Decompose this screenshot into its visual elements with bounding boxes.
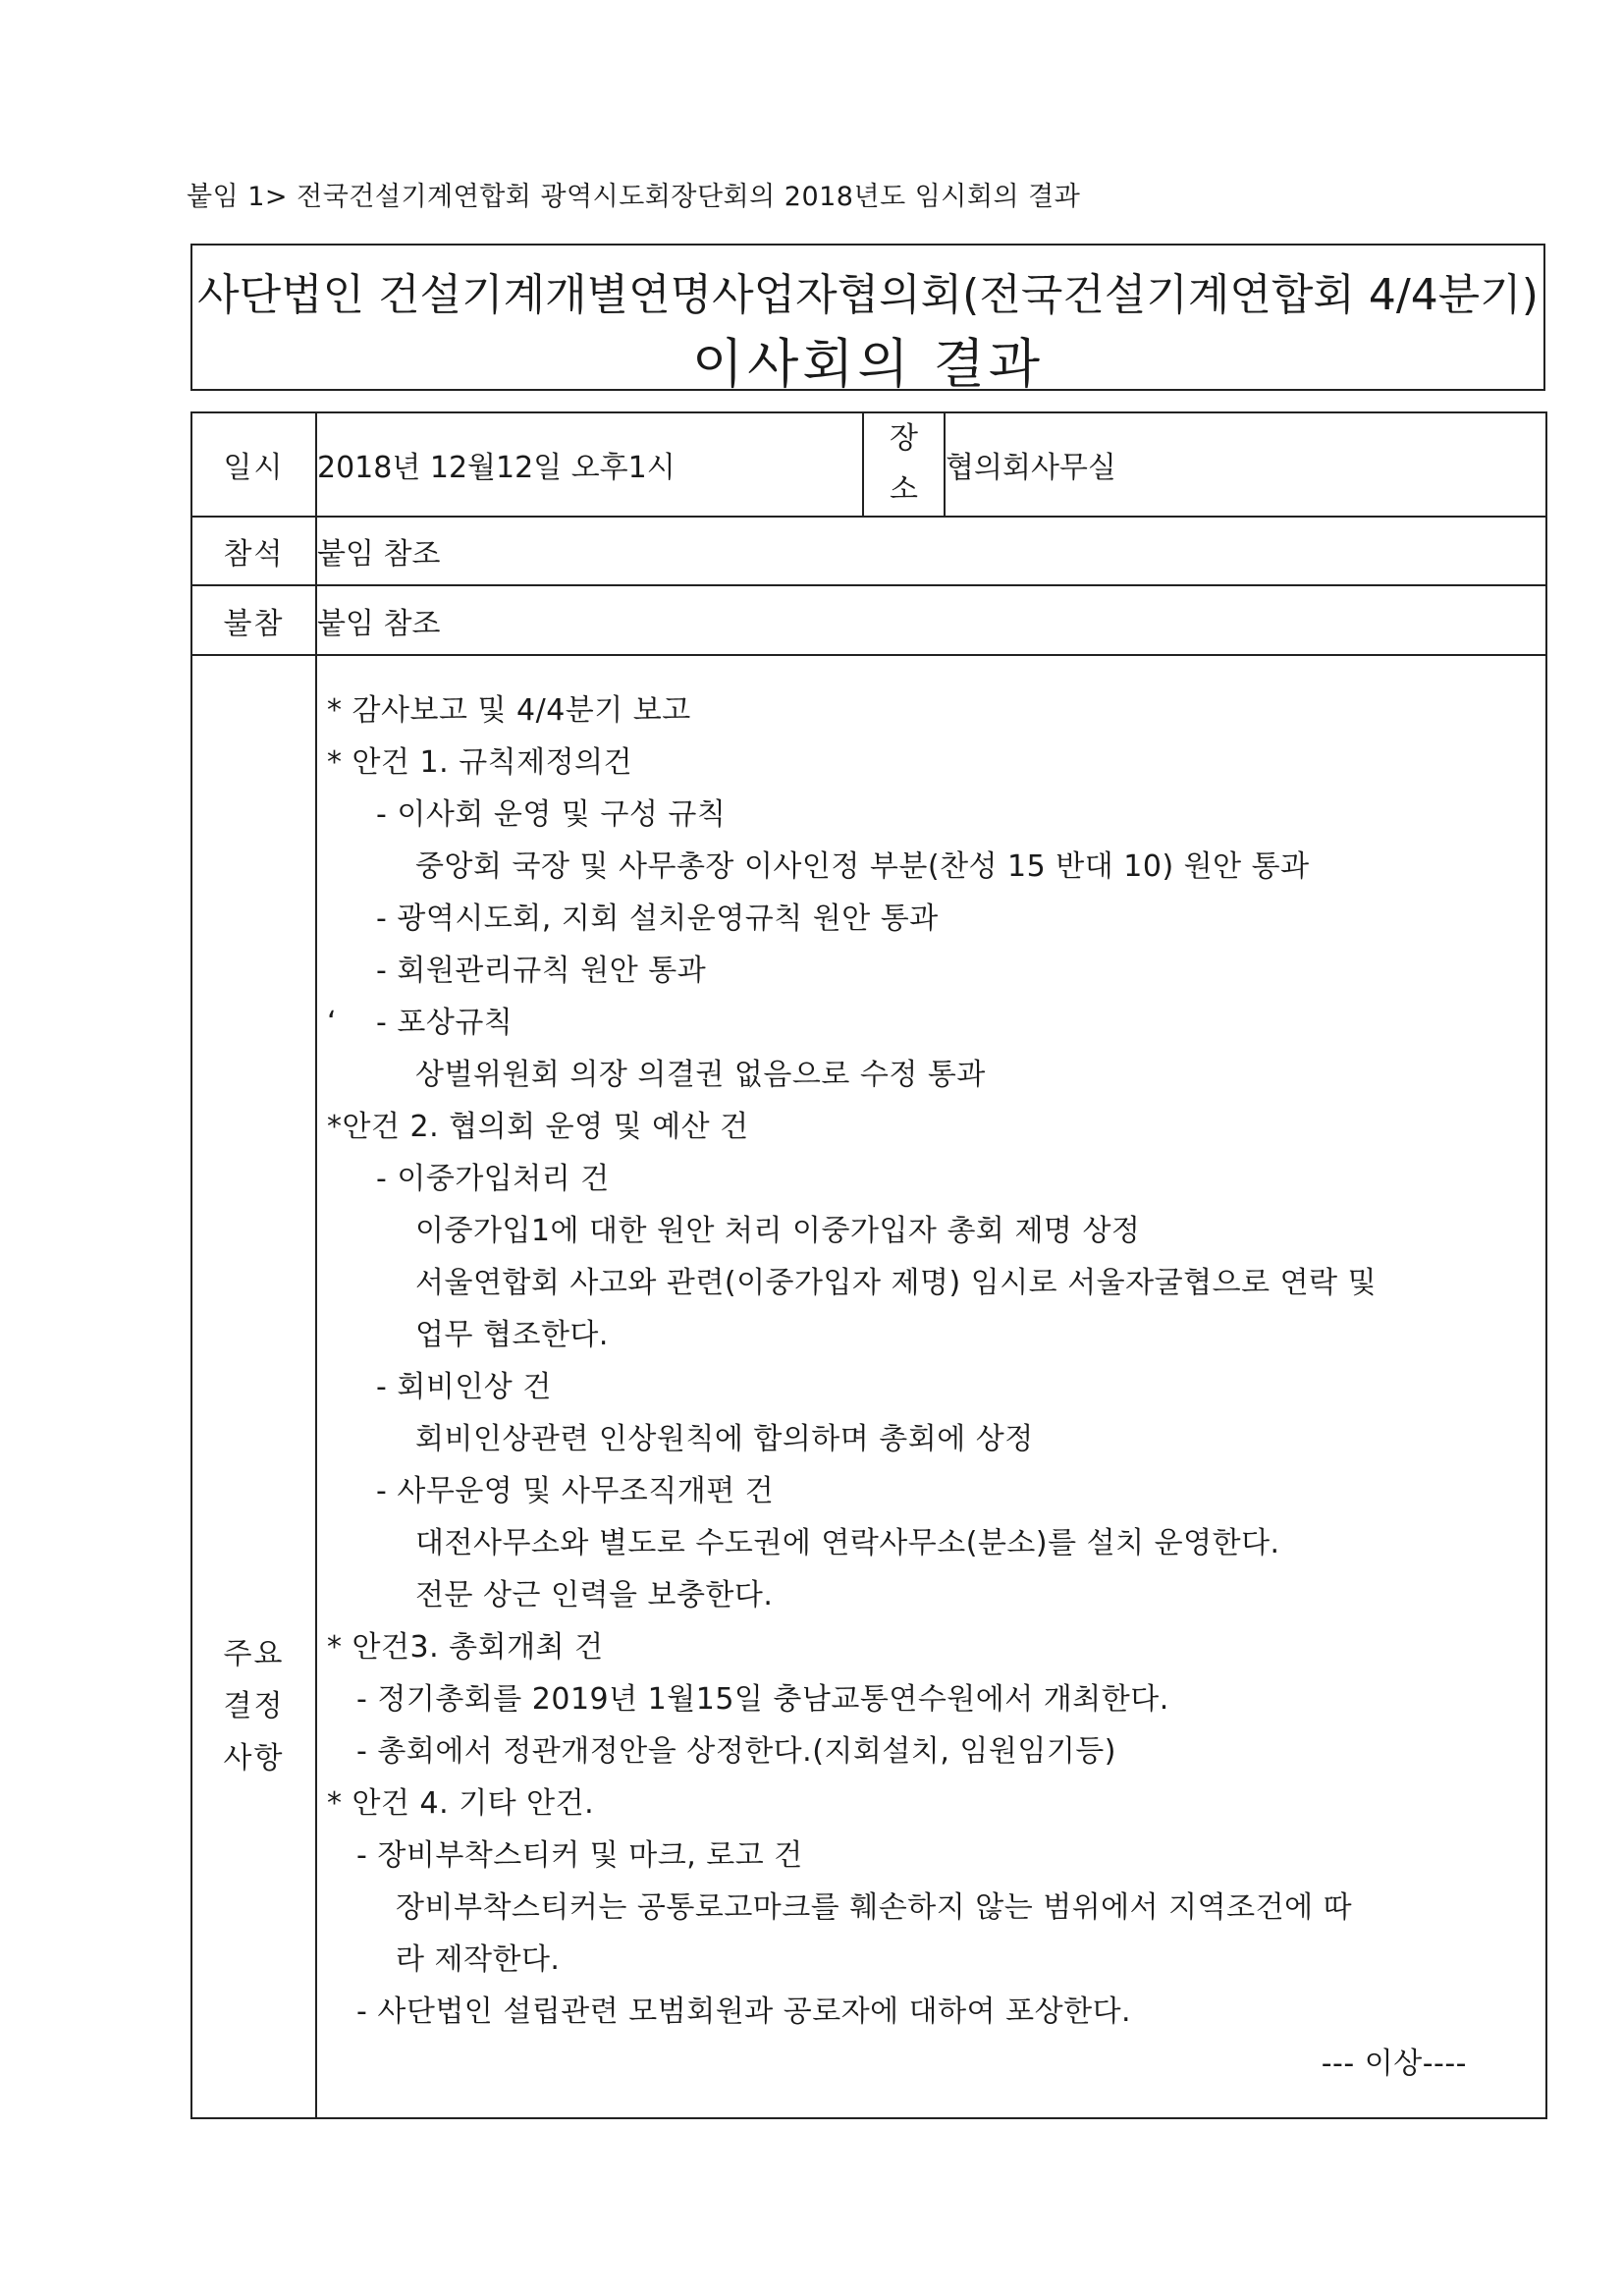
decision-item: 서울연합회 사고와 관련(이중가입자 제명) 임시로 서울자굴협으로 연락 및 (415, 1265, 1378, 1300)
decision-item: 중앙회 국장 및 사무총장 이사인정 부분(찬성 15 반대 10) 원안 통과 (415, 848, 1310, 884)
place-value: 협의회사무실 (945, 412, 1546, 517)
decision-item: - 총회에서 정관개정안을 상정한다.(지회설치, 임원임기등) (356, 1733, 1116, 1769)
row-absent (191, 585, 1546, 655)
decision-item: 상벌위원회 의장 의결권 없음으로 수정 통과 (415, 1057, 986, 1092)
title-box (190, 244, 1545, 395)
decisions-label (191, 655, 316, 2118)
decision-item: - 사단법인 설립관련 모범회원과 공로자에 대하여 포상한다. (356, 1994, 1132, 2029)
decision-item: - 회원관리규칙 원안 통과 (376, 953, 707, 988)
absent-value: 붙임 참조 (316, 585, 1546, 655)
row-decisions (191, 655, 1546, 2118)
attachment-caption: 붙임 1> 전국건설기계연합회 광역시도회장단회의 2018년도 임시회의 결과 (187, 182, 1081, 212)
decision-item: * 감사보고 및 4/4분기 보고 (327, 692, 691, 728)
decisions-label-3: 사항 (223, 1740, 285, 1776)
decision-item: - 사무운영 및 사무조직개편 건 (376, 1473, 775, 1508)
decision-item: *안건 2. 협의회 운영 및 예산 건 (327, 1109, 749, 1144)
decision-item: - 장비부착스티커 및 마크, 로고 건 (356, 1837, 803, 1873)
stray-mark: ‘ (327, 1005, 338, 1040)
decision-item: - 회비인상 건 (376, 1369, 552, 1404)
row-attend (191, 517, 1546, 585)
decisions-label-1: 주요 (223, 1636, 285, 1671)
place-label (863, 412, 945, 517)
decision-item: * 안건3. 총회개최 건 (327, 1629, 604, 1665)
attend-label: 참석 (191, 517, 316, 585)
decision-item: 업무 협조한다. (415, 1317, 609, 1352)
decision-item: * 안건 4. 기타 안건. (327, 1785, 595, 1821)
decision-item-text: - 포상규칙 (376, 1005, 514, 1040)
place-label-1: 장 (890, 421, 918, 456)
datetime-value: 2018년 12월12일 오후1시 (316, 412, 863, 517)
decision-item: - 광역시도회, 지회 설치운영규칙 원안 통과 (376, 901, 939, 936)
row-datetime (191, 412, 1546, 517)
closing-mark: --- 이상---- (1321, 2046, 1467, 2081)
decisions-label-2: 결정 (223, 1688, 285, 1723)
attend-value: 붙임 참조 (316, 517, 1546, 585)
decision-item: - 정기총회를 2019년 1월15일 충남교통연수원에서 개최한다. (356, 1681, 1169, 1717)
decision-item: 이중가입1에 대한 원안 처리 이중가입자 총회 제명 상정 (415, 1213, 1141, 1248)
decision-item: * 안건 1. 규칙제정의건 (327, 744, 633, 780)
decision-item: - 이사회 운영 및 구성 규칙 (376, 796, 727, 832)
document-title-org: 사단법인 건설기계개별연명사업자협의회(전국건설기계연합회 4/4분기) (197, 270, 1539, 320)
minutes-table (190, 411, 1547, 2119)
place-label-2: 소 (890, 472, 918, 507)
datetime-label: 일시 (191, 412, 316, 517)
decision-item (317, 997, 1545, 1049)
decision-item: 라 제작한다. (396, 1941, 561, 1977)
absent-label: 불참 (191, 585, 316, 655)
decision-item: 장비부착스티커는 공통로고마크를 훼손하지 않는 범위에서 지역조건에 따 (396, 1889, 1353, 1925)
decisions-content (316, 655, 1546, 2118)
decision-item: - 이중가입처리 건 (376, 1161, 610, 1196)
decision-item: 전문 상근 인력을 보충한다. (415, 1577, 774, 1613)
document-title: 이사회의 결과 (691, 333, 1045, 395)
decision-item: 대전사무소와 별도로 수도권에 연락사무소(분소)를 설치 운영한다. (415, 1525, 1280, 1560)
decision-item: 회비인상관련 인상원칙에 합의하며 총회에 상정 (415, 1421, 1034, 1456)
